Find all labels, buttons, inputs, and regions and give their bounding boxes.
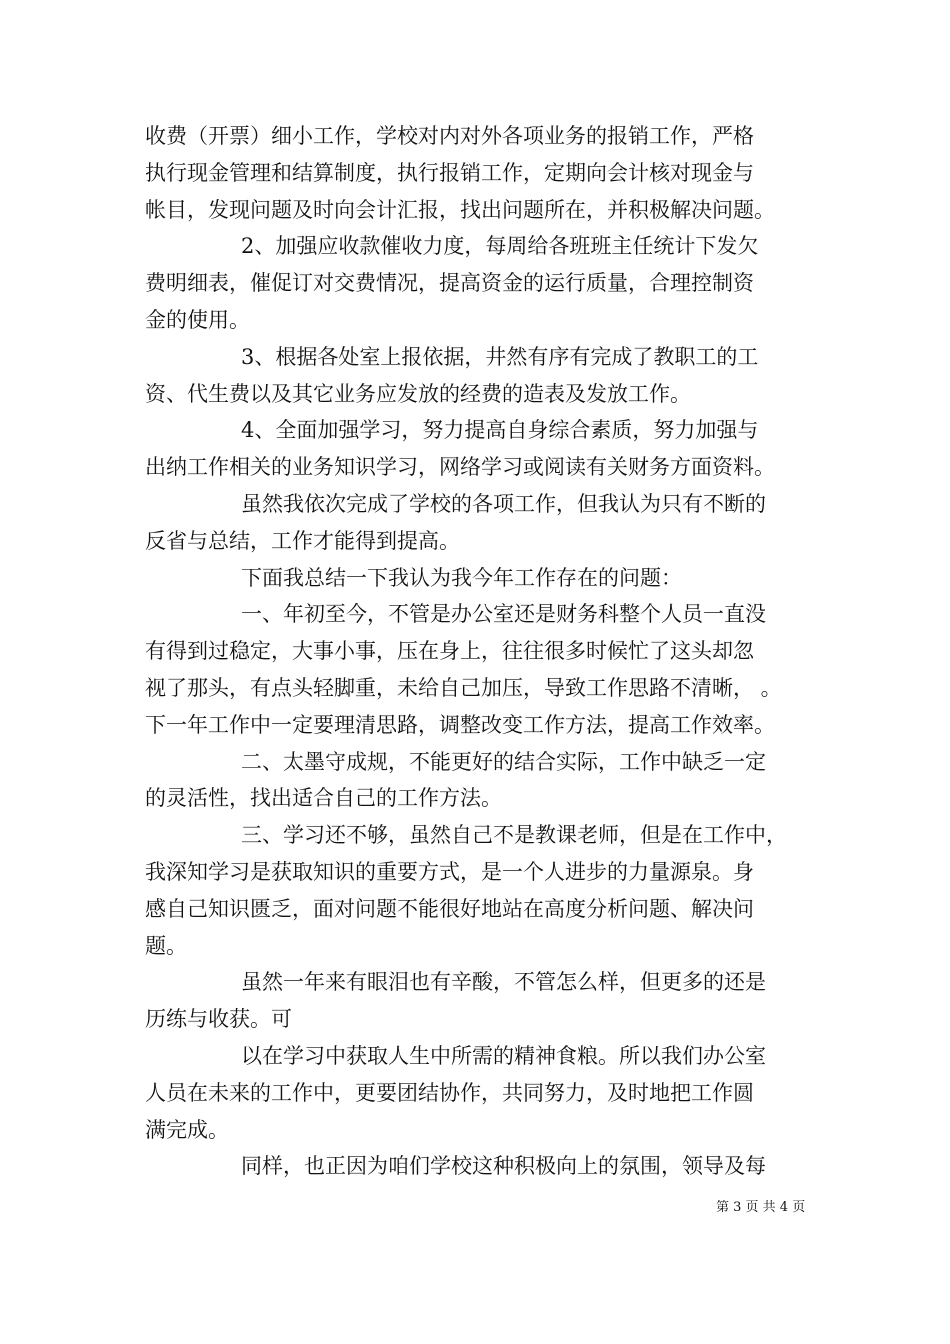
text-line: 出纳工作相关的业务知识学习，网络学习或阅读有关财务方面资料。 (145, 455, 775, 480)
text-line: 三、学习还不够，虽然自己不是教课老师，但是在工作中， (241, 823, 787, 848)
text-line: 反省与总结，工作才能得到提高。 (145, 528, 460, 553)
text-line: 一、年初至今，不管是办公室还是财务科整个人员一直没 (241, 602, 766, 627)
page-number: 第 3 页 共 4 页 (716, 1200, 806, 1215)
text-line: 收费（开票）细小工作，学校对内对外各项业务的报销工作，严格 (145, 124, 754, 148)
text-line: 视了那头，有点头轻脚重，未给自己加压，导致工作思路不清晰， 。 (145, 675, 782, 700)
text-line: 帐目，发现问题及时向会计汇报，找出问题所在，并积极解决问题。 (145, 197, 775, 222)
text-line: 同样，也正因为咱们学校这种积极向上的氛围，领导及每 (241, 1154, 766, 1179)
text-line: 人员在未来的工作中，更要团结协作，共同努力，及时地把工作圆 (145, 1080, 754, 1105)
text-line: 下一年工作中一定要理清思路，调整改变工作方法，提高工作效率。 (145, 712, 775, 737)
text-line: 费明细表，催促订对交费情况，提高资金的运行质量，合理控制资 (145, 271, 754, 296)
text-line: 满完成。 (145, 1117, 229, 1142)
body-text (145, 118, 810, 1185)
text-line: 我深知学习是获取知识的重要方式，是一个人进步的力量源泉。身 (145, 859, 754, 884)
text-line: 4、全面加强学习，努力提高自身综合素质，努力加强与 (241, 418, 759, 443)
text-line: 执行现金管理和结算制度，执行报销工作，定期向会计核对现金与 (145, 160, 754, 185)
text-line: 二、太墨守成规，不能更好的结合实际，工作中缺乏一定 (241, 749, 766, 774)
text-line: 虽然我依次完成了学校的各项工作，但我认为只有不断的 (241, 491, 766, 516)
text-line: 资、代生费以及其它业务应发放的经费的造表及发放工作。 (145, 381, 691, 406)
text-line: 虽然一年来有眼泪也有辛酸，不管怎么样，但更多的还是 (241, 970, 766, 995)
text-line: 题。 (145, 933, 187, 958)
text-line: 金的使用。 (145, 307, 250, 332)
text-line: 的灵活性，找出适合自己的工作方法。 (145, 786, 502, 811)
text-line: 3、根据各处室上报依据，井然有序有完成了教职工的工 (241, 344, 759, 369)
text-line: 有得到过稳定，大事小事，压在身上，往往很多时候忙了这头却忽 (145, 639, 754, 664)
text-line: 历练与收获。可 (145, 1007, 292, 1032)
text-line: 以在学习中获取人生中所需的精神食粮。所以我们办公室 (241, 1043, 766, 1068)
text-line: 2、加强应收款催收力度，每周给各班班主任统计下发欠 (241, 234, 759, 259)
text-line: 下面我总结一下我认为我今年工作存在的问题： (241, 565, 682, 590)
text-line: 感自己知识匮乏，面对问题不能很好地站在高度分析问题、解决问 (145, 896, 754, 921)
